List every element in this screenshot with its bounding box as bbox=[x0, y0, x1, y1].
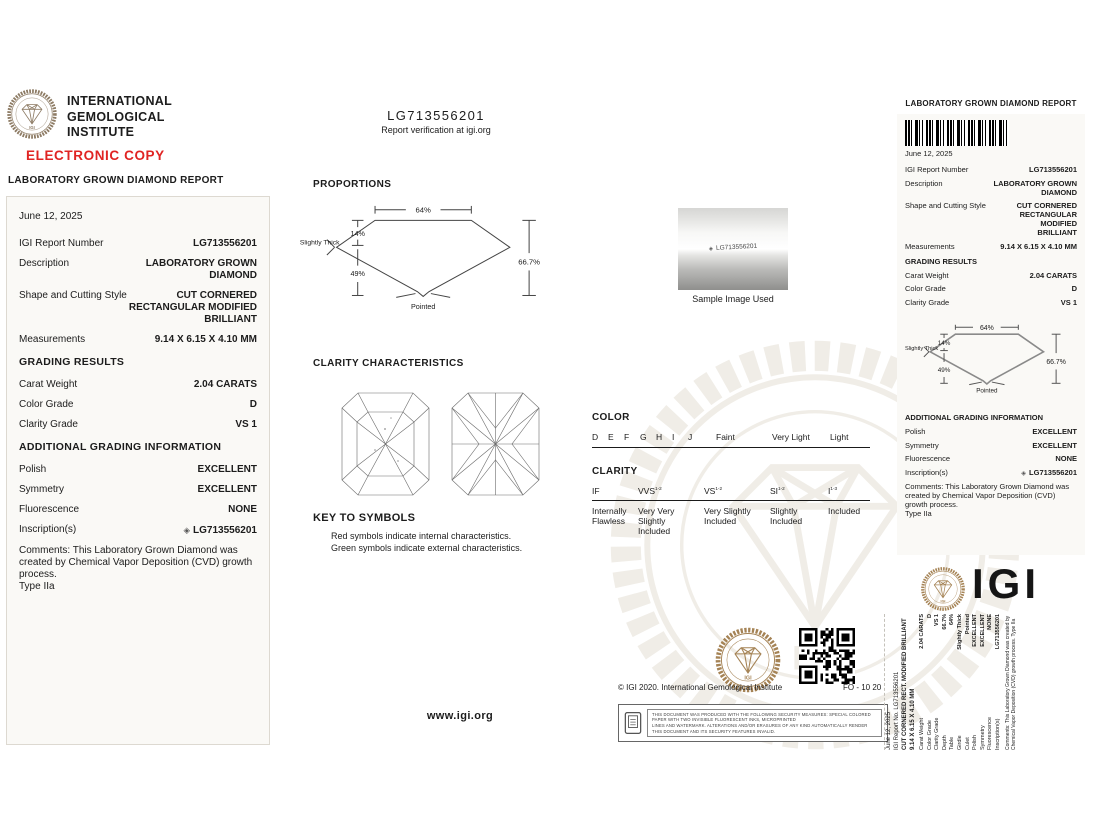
form-number: FO - 10 20 bbox=[843, 683, 882, 692]
key-line-internal: Red symbols indicate internal characteristics. bbox=[331, 531, 512, 541]
field-fluorescence: Fluorescence NONE bbox=[19, 504, 257, 515]
electronic-copy-label: ELECTRONIC COPY bbox=[26, 148, 165, 163]
clarity-desc-vvs: Very Very Slightly Included bbox=[638, 506, 675, 536]
report-number-center: LG713556201 bbox=[387, 108, 485, 123]
field-carat: Carat Weight 2.04 CARATS bbox=[19, 379, 257, 390]
clarity-scale-heading: CLARITY bbox=[592, 466, 638, 477]
color-grade-h: H bbox=[656, 432, 663, 442]
key-line-external: Green symbols indicate external characteristics. bbox=[331, 542, 523, 553]
clarity-grade-si: SI$^{1-2}$ bbox=[770, 486, 785, 496]
field-measurements: Measurements 9.14 X 6.15 X 4.10 MM bbox=[19, 334, 257, 345]
igi-logo-emblem-icon bbox=[920, 566, 966, 612]
proportions-diagram bbox=[298, 197, 558, 315]
girdle-label: Slightly Thick bbox=[299, 239, 340, 247]
right-report-title: LABORATORY GROWN DIAMOND REPORT bbox=[905, 99, 1077, 108]
stub-shape: CUT CORNERED RECT. MODIFIED BRILLIANT bbox=[902, 618, 908, 750]
comments-text: Comments: This Laboratory Grown Diamond was created by Chemical Vapor Deposition (CVD) growth process. bbox=[19, 545, 253, 580]
svg-text:66.7%: 66.7% bbox=[1046, 358, 1066, 366]
clarity-scale-line bbox=[592, 500, 870, 501]
field-description-sm: Description LABORATORY GROWN DIAMOND bbox=[905, 178, 1077, 197]
report-stub bbox=[884, 614, 1066, 750]
grading-results-heading: GRADING RESULTS bbox=[19, 356, 125, 368]
svg-text:Slightly Thick: Slightly Thick bbox=[905, 345, 939, 352]
clarity-desc-vs: Very Slightly Included bbox=[704, 506, 751, 526]
field-description: Description LABORATORY GROWN DIAMOND bbox=[19, 258, 257, 281]
field-color: Color Grade D bbox=[19, 399, 257, 410]
right-report-panel bbox=[897, 114, 1085, 555]
report-date: June 12, 2025 bbox=[19, 211, 83, 222]
color-range-very-light: Very Light bbox=[772, 432, 810, 442]
culet-label: Pointed bbox=[410, 301, 436, 311]
clarity-grade-vs: VS$^{1-2}$ bbox=[704, 486, 723, 496]
crown-pct-label: 14% bbox=[350, 228, 365, 238]
stub-row: Symmetry EXCELLENT bbox=[979, 614, 986, 750]
stub-date: June 12, 2025 bbox=[886, 711, 892, 750]
stub-row: Color Grade D bbox=[926, 614, 933, 750]
stub-row: Inscription(s) LG713556201 bbox=[994, 614, 1001, 750]
field-clarity-sm: Clarity Grade VS 1 bbox=[905, 297, 1077, 307]
clarity-characteristics-heading: CLARITY CHARACTERISTICS bbox=[313, 358, 464, 369]
clarity-plot-crown bbox=[338, 388, 433, 500]
left-report-panel bbox=[6, 196, 270, 745]
key-to-symbols-heading: KEY TO SYMBOLS bbox=[313, 512, 416, 524]
color-scale-heading: COLOR bbox=[592, 412, 630, 423]
field-inscription-sm: Inscription(s) ◈ LG713556201 bbox=[905, 467, 1077, 477]
svg-text:49%: 49% bbox=[937, 366, 951, 374]
grading-results-heading-sm: GRADING RESULTS bbox=[905, 256, 977, 266]
type-line-sm: Type IIa bbox=[905, 509, 932, 518]
color-grade-e: E bbox=[608, 432, 614, 442]
clarity-grade-vvs: VVS$^{1-2}$ bbox=[638, 486, 662, 496]
field-clarity: Clarity Grade VS 1 bbox=[19, 419, 257, 430]
document-icon bbox=[624, 711, 642, 735]
brand-line-1: INTERNATIONAL bbox=[67, 94, 173, 108]
igi-logo-text: IGI bbox=[972, 560, 1041, 607]
field-report-number: IGI Report Number LG713556201 bbox=[19, 238, 257, 249]
inscription-logo-icon: ◈ bbox=[183, 525, 191, 535]
comments-text-sm: Comments: This Laboratory Grown Diamond was created by Chemical Vapor Deposition (CVD) growth process. bbox=[905, 482, 1070, 509]
additional-info-heading-sm: ADDITIONAL GRADING INFORMATION bbox=[905, 413, 1044, 422]
type-line: Type IIa bbox=[19, 581, 55, 592]
clarity-desc-if: Internally Flawless bbox=[592, 506, 627, 526]
sample-inscription: ◈ LG713556201 bbox=[708, 242, 758, 253]
field-report-number-sm: IGI Report Number LG713556201 bbox=[905, 165, 1077, 174]
table-pct-label: 64% bbox=[415, 205, 431, 215]
security-notice-box bbox=[618, 704, 888, 742]
clarity-grade-i: $I^{1-3}$ bbox=[828, 486, 838, 496]
stub-row: Fluorescence NONE bbox=[987, 614, 994, 750]
color-scale-line bbox=[592, 447, 870, 448]
key-to-symbols-lines bbox=[331, 531, 522, 554]
field-fluorescence-sm: Fluorescence NONE bbox=[905, 454, 1077, 463]
field-measurements-sm: Measurements 9.14 X 6.15 X 4.10 MM bbox=[905, 241, 1077, 251]
field-polish: Polish EXCELLENT bbox=[19, 464, 257, 475]
stub-row: Culet Pointed bbox=[964, 614, 971, 750]
brand-name bbox=[67, 94, 172, 141]
qr-code bbox=[799, 628, 855, 684]
color-scale bbox=[592, 412, 870, 448]
svg-text:64%: 64% bbox=[979, 324, 994, 332]
color-grade-j: J bbox=[688, 432, 693, 442]
stub-row: Table 64% bbox=[949, 614, 956, 750]
sample-image-caption: Sample Image Used bbox=[692, 294, 774, 304]
proportions-heading: PROPORTIONS bbox=[313, 179, 392, 190]
field-inscription: Inscription(s) ◈ LG713556201 bbox=[19, 524, 257, 536]
left-report-title: LABORATORY GROWN DIAMOND REPORT bbox=[8, 175, 224, 186]
security-notice-text: THIS DOCUMENT WAS PRODUCED WITH THE FOLLOWING SECURITY MEASURES: SPECIAL COLORED PAPER WITH TWO INVISIBLE FLUORESCENT INKS, MICROPRINTED LINES AND WATERMARK. ALTERATIONS AND/OR ERASURES OF ANY KIND AUTOMATICALLY RENDER THIS DOCUMENT AND ITS SECURITY FEATURES INVALID. bbox=[647, 709, 882, 737]
clarity-desc-si: Slightly Included bbox=[770, 506, 803, 526]
color-grade-i: I bbox=[672, 432, 675, 442]
stub-row: Depth 66.7% bbox=[941, 614, 948, 750]
depth-pct-label: 66.7% bbox=[518, 257, 541, 267]
color-range-faint: Faint bbox=[716, 432, 735, 442]
copyright-line: © IGI 2020. International Gemological Institute bbox=[618, 683, 783, 692]
stub-row: Carat Weight 2.04 CARATS bbox=[919, 614, 925, 750]
field-shape-sm: Shape and Cutting Style CUT CORNERED RECTANGULAR MODIFIED BRILLIANT bbox=[905, 201, 1077, 237]
stub-row: Clarity Grade VS 1 bbox=[934, 614, 941, 750]
field-color-sm: Color Grade D bbox=[905, 284, 1077, 293]
barcode bbox=[905, 120, 1009, 146]
additional-info-heading: ADDITIONAL GRADING INFORMATION bbox=[19, 441, 222, 453]
clarity-scale bbox=[592, 466, 870, 536]
field-polish-sm: Polish EXCELLENT bbox=[905, 427, 1077, 436]
pavilion-pct-label: 49% bbox=[350, 269, 365, 279]
color-grade-f: F bbox=[624, 432, 630, 442]
field-shape: Shape and Cutting Style CUT CORNERED RECTANGULAR MODIFIED BRILLIANT bbox=[19, 290, 257, 325]
clarity-grade-if: IF bbox=[592, 486, 600, 496]
color-grade-d: D bbox=[592, 432, 599, 442]
svg-text:Pointed: Pointed bbox=[976, 387, 998, 395]
svg-text:14%: 14% bbox=[937, 339, 951, 347]
clarity-plot-pavilion bbox=[448, 388, 543, 500]
brand-line-3: INSTITUTE bbox=[67, 125, 135, 139]
clarity-desc-i: Included bbox=[828, 506, 861, 516]
proportions-diagram-small bbox=[905, 319, 1075, 396]
stub-measurements: 9.14 X 6.15 X 4.10 MM bbox=[910, 688, 916, 750]
brand-line-2: GEMOLOGICAL bbox=[67, 109, 165, 124]
sample-image bbox=[678, 208, 788, 290]
igi-seal-icon bbox=[6, 88, 58, 140]
stub-row: Girdle Slightly Thick bbox=[956, 614, 963, 750]
field-carat-sm: Carat Weight 2.04 CARATS bbox=[905, 270, 1077, 280]
color-grade-g: G bbox=[640, 432, 647, 442]
stub-report-no: IGI Report No. LG713556201 bbox=[894, 671, 900, 750]
report-date-sm: June 12, 2025 bbox=[905, 149, 953, 158]
stub-row: Polish EXCELLENT bbox=[972, 614, 979, 750]
verification-note: Report verification at igi.org bbox=[381, 125, 491, 135]
stub-comments: Comments: This Laboratory Grown Diamond was created by Chemical Vapor Deposition (CVD) growth process. Type IIa bbox=[1004, 615, 1018, 750]
website-link: www.igi.org bbox=[426, 710, 494, 722]
field-symmetry: Symmetry EXCELLENT bbox=[19, 484, 257, 495]
field-symmetry-sm: Symmetry EXCELLENT bbox=[905, 440, 1077, 450]
color-range-light: Light bbox=[830, 432, 849, 442]
